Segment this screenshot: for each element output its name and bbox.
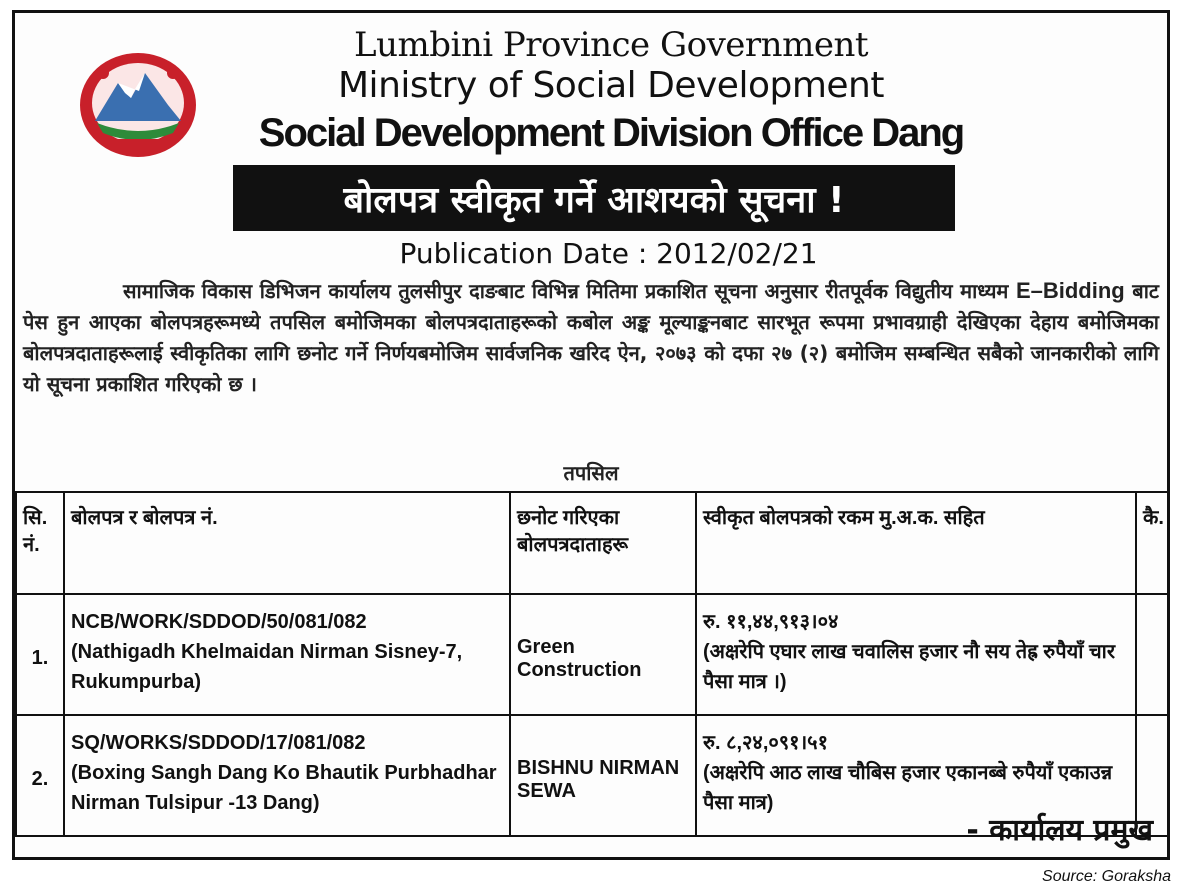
notice-frame [12, 10, 1170, 860]
notice-banner: बोलपत्र स्वीकृत गर्ने आशयको सूचना ! [233, 165, 955, 231]
row-remarks [1136, 594, 1168, 715]
row-bid [64, 594, 510, 715]
paragraph-part-1: सामाजिक विकास डिभिजन कार्यालय तुलसीपुर दाङबाट विभिन्न मितिमा प्रकाशित सूचना अनुसार रीतपूर्वक विद्युतीय माध्यम [123, 279, 1009, 303]
header-bid: बोलपत्र र बोलपत्र नं. [64, 492, 510, 594]
bid-description: (Boxing Sangh Dang Ko Bhautik Purbhadhar Nirman Tulsipur -13 Dang) [71, 762, 497, 814]
publication-date: Publication Date : 2012/02/21 [399, 237, 818, 270]
table-row [16, 594, 1168, 715]
office-chief-signature: - कार्यालय प्रमुख [966, 813, 1153, 848]
header-remarks: कै. [1136, 492, 1168, 594]
row-bidder: BISHNU NIRMAN SEWA [510, 715, 696, 836]
table-caption: तपसिल [563, 461, 619, 485]
header-amount: स्वीकृत बोलपत्रको रकम मु.अ.क. सहित [696, 492, 1136, 594]
notice-paragraph [23, 275, 1159, 400]
bid-number: NCB/WORK/SDDOD/50/081/082 [71, 611, 367, 633]
row-bidder: Green Construction [510, 594, 696, 715]
row-sn: 2. [16, 715, 64, 836]
header-bidder: छनोट गरिएका बोलपत्रदाताहरू [510, 492, 696, 594]
ministry-title: Ministry of Social Development [338, 65, 884, 106]
ebidding-term: E–Bidding [1015, 278, 1125, 303]
paragraph-part-2: बाट पेस हुन आएका बोलपत्रहरूमध्ये तपसिल बमोजिमका बोलपत्रदाताहरूको कबोल अङ्क मूल्याङ्कनबाट सारभूत रूपमा प्रभावग्राही देखिएका देहाय बमोजिमका बोलपत्रदाताहरूलाई स्वीकृतिका लागि छनोट गर्ने निर्णयबमोजिम सार्वजनिक खरिद ऐन, २०७३ को दफा २७ (२) बमोजिम सम्बन्धित सबैको जानकारीको लागि यो सूचना प्रकाशित गरिएको छ । [23, 279, 1159, 396]
office-title: Social Development Division Office Dang [258, 111, 964, 155]
amount-figure: रु. ११,४४,९१३।०४ [703, 611, 839, 633]
row-bid [64, 715, 510, 836]
amount-figure: रु. ८,२४,०९१।५१ [703, 732, 828, 754]
row-amount [696, 594, 1136, 715]
bid-description: (Nathigadh Khelmaidan Nirman Sisney-7, Rukumpurba) [71, 641, 463, 693]
bid-table [15, 491, 1169, 837]
province-title: Lumbini Province Government [353, 25, 868, 65]
amount-words: (अक्षरेपि एघार लाख चवालिस हजार नौ सय तेह्र रुपैयाँ चार पैसा मात्र ।) [703, 641, 1116, 693]
table-header-row [16, 492, 1168, 594]
amount-words: (अक्षरेपि आठ लाख चौबिस हजार एकानब्बे रुपैयाँ एकाउन्न पैसा मात्र) [703, 762, 1113, 814]
bid-number: SQ/WORKS/SDDOD/17/081/082 [71, 732, 366, 754]
row-sn: 1. [16, 594, 64, 715]
source-credit: Source: Goraksha [1042, 868, 1171, 885]
header-sn: सि. नं. [16, 492, 64, 594]
